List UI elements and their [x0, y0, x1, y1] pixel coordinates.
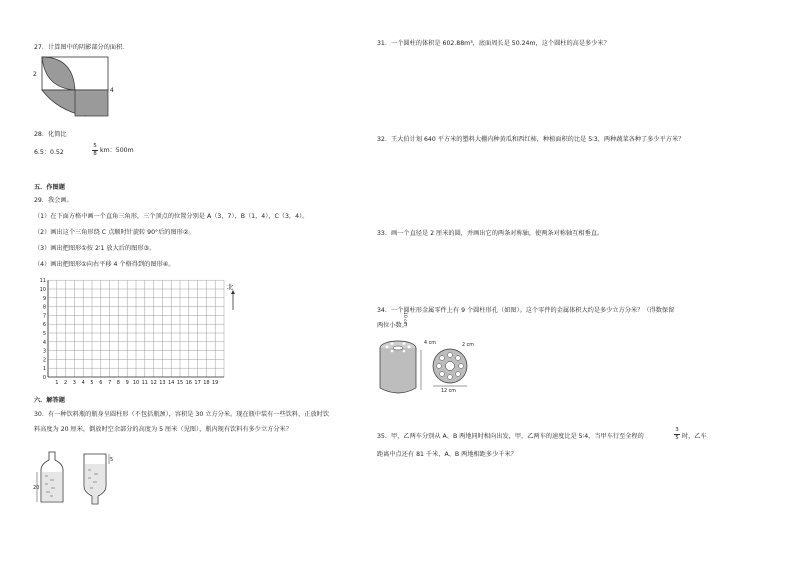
- grid-x-tick-label: 12: [150, 380, 157, 386]
- grid-x-tick-label: 14: [168, 380, 175, 386]
- q34-top-view-figure: [424, 336, 504, 394]
- q35-line-1-post: 时，乙车: [682, 433, 707, 440]
- q28-b-denominator: 8: [93, 151, 97, 157]
- q27-label-left: 2: [33, 71, 37, 78]
- grid-x-tick-label: 19: [212, 380, 219, 386]
- q35-line-2: 距离中点还有 81 千米，A、B 两地相距多少千米？: [377, 451, 517, 458]
- bottle-upright-figure: [33, 450, 73, 506]
- grid-x-tick-label: 1: [55, 380, 59, 386]
- grid-y-tick-label: 1: [42, 366, 46, 373]
- section-5-heading: 五．作图题: [34, 184, 65, 191]
- q35-fraction-denominator: 5: [675, 435, 679, 441]
- q34-label-2cm: 2 cm: [462, 343, 474, 348]
- grid-y-tick-label: 8: [42, 304, 46, 311]
- q31-text: 31．一个圆柱的体积是 602.88m³，底面周长是 50.24m，这个圆柱的高是多少米？: [377, 40, 610, 47]
- north-label: 北: [227, 283, 234, 291]
- bottle-inverted-figure: [76, 450, 116, 506]
- grid-x-tick-label: 3: [72, 380, 76, 386]
- grid-y-tick-label: 4: [42, 339, 46, 346]
- grid-y-tick-label: 0: [42, 375, 46, 381]
- grid-y-tick-label: 6: [42, 322, 46, 329]
- q28-text: 28．化简比: [34, 131, 67, 138]
- q28-b-rest: km：500m: [100, 147, 134, 154]
- coordinate-grid: [36, 276, 236, 386]
- grid-y-tick-label: 2: [42, 357, 46, 364]
- grid-x-tick-label: 8: [116, 380, 120, 386]
- grid-y-tick-label: 9: [42, 295, 46, 302]
- q29-part-1: （1）在下面方格中画一个直角三角形，三个顶点的位置分别是 A（3，7），B（1，4），C（3，4）。: [34, 213, 309, 220]
- bottle-label-20: 20: [33, 485, 40, 491]
- grid-y-tick-label: 11: [39, 278, 46, 285]
- grid-y-tick-label: 3: [42, 348, 46, 355]
- q29-part-4: （4）画出把图形①向右平移 4 个格得到的图形④。: [34, 261, 175, 268]
- q27-text: 27．计算图中的阴影部分的面积．: [34, 44, 129, 51]
- grid-x-tick-label: 2: [64, 380, 68, 386]
- q28-a: 6.5：0.52: [34, 149, 64, 156]
- grid-x-tick-label: 18: [203, 380, 210, 386]
- q34-label-10cm: 10 cm: [402, 312, 407, 327]
- q34-line-1: 34．一个圆柱形金属零件上有 9 个圆柱形孔（如图）。这个零件的金属体积大约是多少立方分米？（得数保留: [377, 307, 675, 314]
- grid-y-tick-label: 5: [42, 331, 46, 337]
- grid-x-tick-label: 10: [132, 380, 140, 386]
- q35-fraction-numerator: 3: [675, 427, 679, 433]
- q30-line-2: 料高度为 20 厘米，倒放时空余部分的高度为 5 厘米（见图），瓶内现有饮料有多少立方分米？: [34, 426, 292, 433]
- q29-text: 29．我会画。: [34, 197, 73, 204]
- grid-y-tick-label: 7: [42, 313, 46, 320]
- q33-text: 33．画一个直径是 2 厘米的圆，并画出它的两条对称轴，使两条对称轴互相垂直。: [377, 230, 604, 237]
- q34-label-12cm: 12 cm: [441, 389, 456, 394]
- q29-part-2: （2）画出这个三角形绕 C 点顺时针旋转 90°后的图形②。: [34, 229, 195, 236]
- q34-line-2: 两位小数。）: [377, 322, 412, 329]
- north-arrow: [226, 280, 240, 320]
- q34-label-4cm: 4 cm: [424, 341, 436, 346]
- grid-x-tick-label: 13: [159, 380, 166, 386]
- grid-x-tick-label: 4: [81, 380, 85, 386]
- q30-line-1: 30．有一种饮料瓶的瓶身呈圆柱形（不包括瓶颈），容积是 30 立方分米。现在瓶中装有一些饮料，正放时饮: [34, 411, 330, 418]
- q28-b-numerator: 5: [93, 143, 97, 149]
- grid-x-tick-label: 17: [194, 380, 201, 386]
- q27-shaded-figure: [33, 54, 113, 116]
- q29-part-3: （3）画出把图形①按 2∶1 放大后的图形③。: [34, 245, 156, 252]
- grid-x-tick-label: 16: [185, 380, 192, 386]
- q35-line-1-pre: 35．甲、乙两车分别从 A、B 两地同时相向出发，甲、乙两车的速度比是 5∶4，当甲车行至全程的: [377, 433, 644, 440]
- grid-x-tick-label: 5: [90, 380, 94, 386]
- grid-x-tick-label: 7: [108, 380, 112, 386]
- grid-x-tick-label: 11: [141, 380, 148, 386]
- grid-x-tick-label: 9: [125, 380, 129, 386]
- bottle-label-5: 5: [110, 457, 114, 463]
- section-6-heading: 六．解答题: [34, 397, 65, 404]
- grid-x-tick-label: 6: [99, 380, 103, 386]
- q32-text: 32．王大伯计划 640 平方米的塑料大棚内种黄瓜和西红柿，种植面积的比是 5∶3，两种蔬菜各种了多少平方米？: [377, 136, 685, 143]
- q27-label-right: 4: [110, 87, 114, 94]
- grid-x-tick-label: 15: [176, 380, 184, 386]
- grid-y-tick-label: 10: [39, 287, 46, 293]
